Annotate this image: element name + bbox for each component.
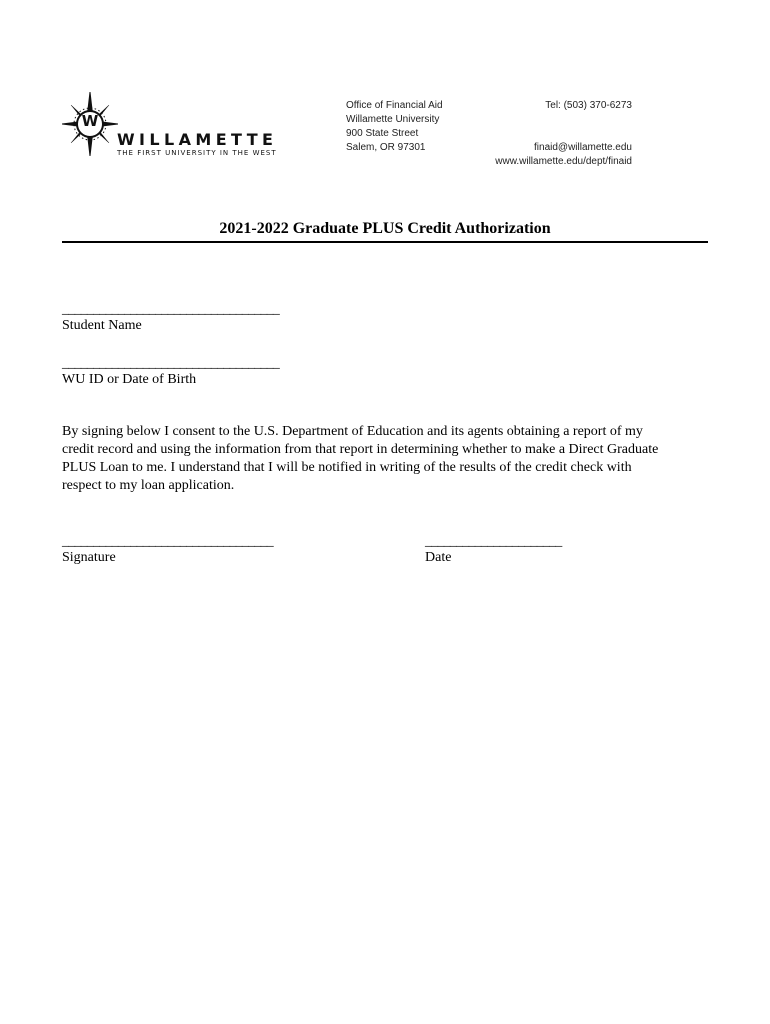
date-field[interactable]: ______________________ [425, 534, 562, 549]
logo-tagline: THE FIRST UNIVERSITY IN THE WEST [117, 149, 277, 157]
city-state-zip: Salem, OR 97301 [346, 142, 426, 153]
street-address: 900 State Street [346, 128, 419, 139]
wu-id-label: WU ID or Date of Birth [62, 372, 197, 387]
form-title: 2021-2022 Graduate PLUS Credit Authorization [219, 220, 551, 237]
website-link[interactable]: www.willamette.edu/dept/finaid [495, 156, 632, 167]
signature-field[interactable]: __________________________________ [62, 534, 273, 549]
student-name-field[interactable]: ___________________________________ [62, 302, 280, 317]
office-name: Office of Financial Aid [346, 100, 443, 111]
consent-line: respect to my loan application. [62, 478, 235, 493]
logo-letter: W [81, 112, 99, 130]
date-label: Date [425, 550, 452, 565]
phone-number [470, 99, 632, 113]
online-contact [440, 141, 632, 169]
office-address [346, 99, 443, 155]
willamette-logo [62, 92, 278, 162]
consent-line: credit record and using the information from that report in determining whether to make a Direct Graduate [62, 442, 659, 457]
consent-line: PLUS Loan to me. I understand that I will be notified in writing of the results of the credit check with [62, 460, 632, 475]
wu-id-field[interactable]: ___________________________________ [62, 356, 280, 371]
logo-wordmark: WILLAMETTE [117, 130, 278, 149]
signature-label: Signature [62, 550, 116, 565]
email-link[interactable]: finaid@willamette.edu [534, 142, 632, 153]
student-name-label: Student Name [62, 318, 142, 333]
title-rule [62, 241, 708, 243]
phone-text: Tel: (503) 370-6273 [545, 100, 632, 111]
consent-line: By signing below I consent to the U.S. Department of Education and its agents obtaining a report of my [62, 424, 643, 439]
university-name: Willamette University [346, 114, 440, 125]
consent-paragraph [62, 423, 712, 495]
